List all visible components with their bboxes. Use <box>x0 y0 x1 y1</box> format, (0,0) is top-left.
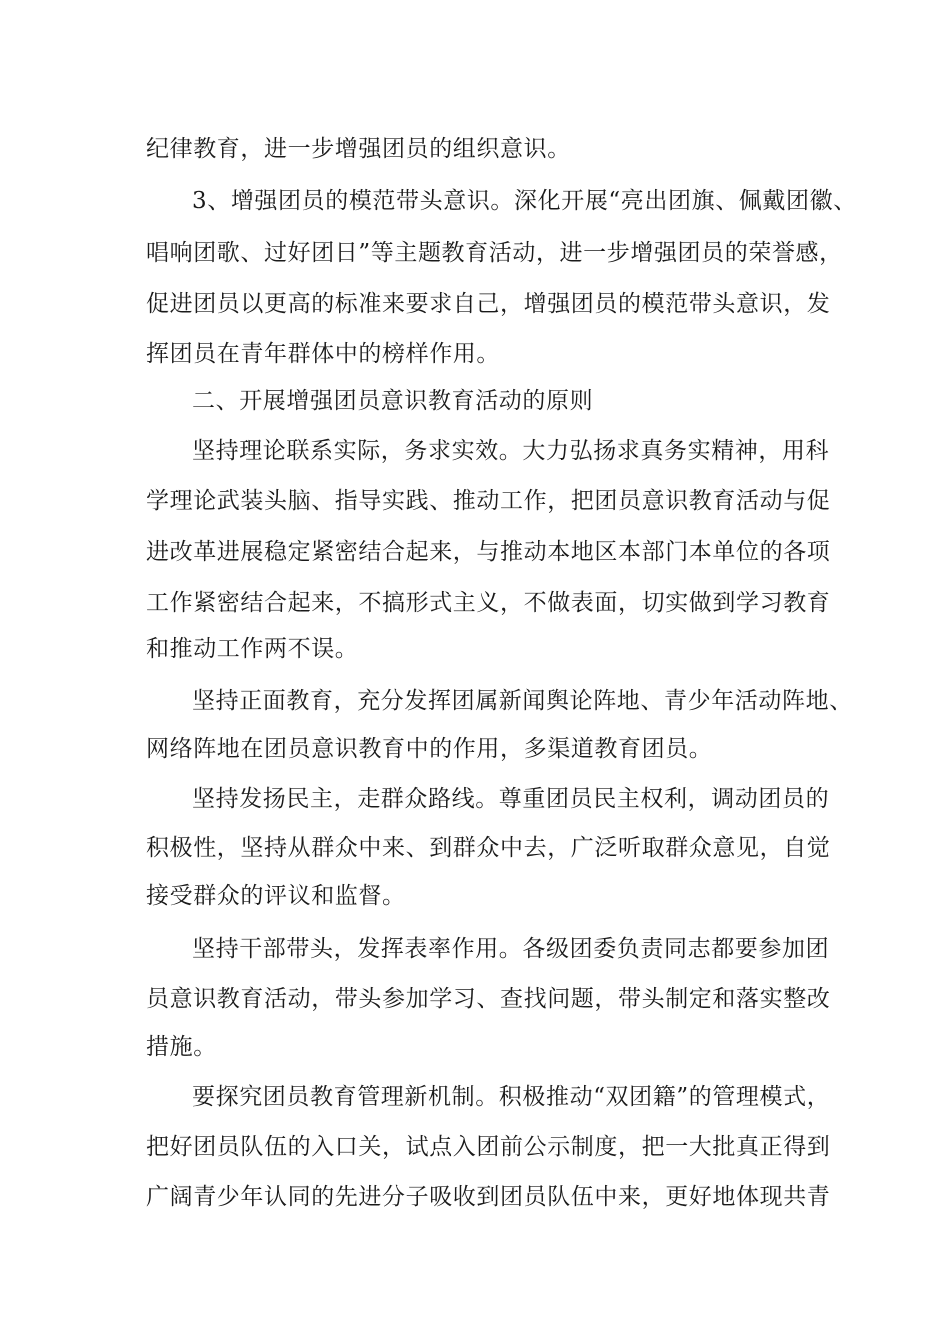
text-line: 挥团员在青年群体中的榜样作用。 <box>146 341 500 367</box>
text-line: 把好团员队伍的入口关，试点入团前公示制度，把一大批真正得到 <box>146 1134 831 1160</box>
text-line: 网络阵地在团员意识教育中的作用，多渠道教育团员。 <box>146 736 713 762</box>
text-line: 积极性，坚持从群众中来、到群众中去，广泛听取群众意见，自觉 <box>146 835 831 861</box>
text-line: 接受群众的评议和监督。 <box>146 883 406 909</box>
text-line: 措施。 <box>146 1034 217 1060</box>
text-line: 要探究团员教育管理新机制。积极推动“双团籍”的管理模式， <box>192 1084 831 1110</box>
text-line: 学理论武装头脑、指导实践、推动工作，把团员意识教育活动与促 <box>146 488 831 514</box>
section-heading: 二、开展增强团员意识教育活动的原则 <box>192 388 594 414</box>
text-line: 和推动工作两不误。 <box>146 636 359 662</box>
text-line: 工作紧密结合起来，不搞形式主义，不做表面，切实做到学习教育 <box>146 590 831 616</box>
text-line: 坚持正面教育，充分发挥团属新闻舆论阵地、青少年活动阵地、 <box>192 688 853 714</box>
text-line: 进改革进展稳定紧密结合起来，与推动本地区本部门本单位的各项 <box>146 539 831 565</box>
text-line: 员意识教育活动，带头参加学习、查找问题，带头制定和落实整改 <box>146 986 831 1012</box>
text-line: 促进团员以更高的标准来要求自己，增强团员的模范带头意识，发 <box>146 291 831 317</box>
text-line: 广阔青少年认同的先进分子吸收到团员队伍中来，更好地体现共青 <box>146 1184 831 1210</box>
text-line: 坚持干部带头，发挥表率作用。各级团委负责同志都要参加团 <box>192 936 830 962</box>
text-line: 3、增强团员的模范带头意识。深化开展“亮出团旗、佩戴团徽、 <box>192 188 857 214</box>
text-line: 纪律教育，进一步增强团员的组织意识。 <box>146 136 571 162</box>
text-line: 唱响团歌、过好团日”等主题教育活动，进一步增强团员的荣誉感， <box>146 240 843 266</box>
text-line: 坚持理论联系实际，务求实效。大力弘扬求真务实精神，用科 <box>192 438 830 464</box>
text-line: 坚持发扬民主，走群众路线。尊重团员民主权利，调动团员的 <box>192 786 830 812</box>
